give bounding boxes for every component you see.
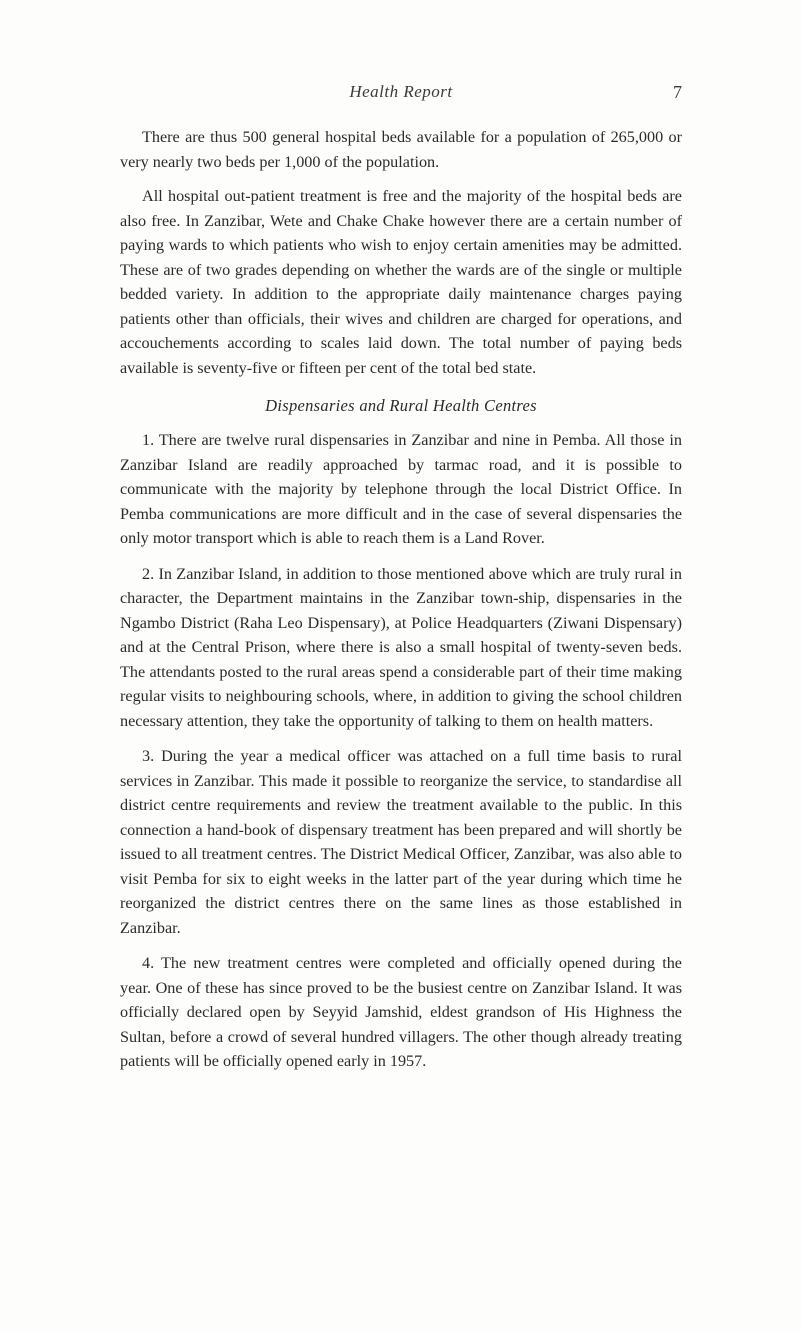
section-heading: Dispensaries and Rural Health Centres [265,396,537,415]
body-text [120,125,682,1074]
paragraph-bed-availability: There are thus 500 general hospital beds available for a population of 265,000 or very nearly two beds per 1,000 of the population. [120,128,682,171]
paragraph-paying-wards: All hospital out-patient treatment is free and the majority of the hospital beds are also free. In Zanzibar, Wete and Chake Chake however there are a certain number of paying wards to which patients who wish to enjoy certain amenities may be admitted. These are of two grades depending on whether the wards are of the single or multiple bedded variety. In addition to the appropriate daily maintenance charges paying patients other than officials, their wives and children are charged for operations, and accouchements according to scales laid down. The total number of paying beds available is seventy-five or fifteen per cent of the total bed state. [120,187,682,377]
paragraph-rural-dispensaries: 1. There are twelve rural dispensaries in Zanzibar and nine in Pemba. All those in Zanzibar Island are readily approached by tarmac road, and it is possible to communicate with the majority by telephone through the local District Office. In Pemba communications are more difficult and in the case of several dispensaries the only motor transport which is able to reach them is a Land Rover. [120,431,682,547]
running-title: Health Report [349,82,453,101]
paragraph-new-treatment-centres: 4. The new treatment centres were completed and officially opened during the year. One of these has since proved to be the busiest centre on Zanzibar Island. It was officially declared open by Seyyid Jamshid, eldest grandson of His Highness the Sultan, before a crowd of several hundred villagers. The other though already treating patients will be officially opened early in 1957. [120,954,682,1070]
page-number: 7 [673,82,682,102]
paragraph-township-dispensaries: 2. In Zanzibar Island, in addition to those mentioned above which are truly rural in character, the Department maintains in the Zanzibar town-ship, dispensaries in the Ngambo District (Raha Leo Dispensary), at Police Headquarters (Ziwani Dispensary) and at the Central Prison, where there is also a small hospital of twenty-seven beds. The attendants posted to the rural areas spend a considerable part of their time making regular visits to neighbouring schools, where, in addition to giving the school children necessary attention, they take the opportunity of talking to them on health matters. [120,564,682,730]
paragraph-rural-services-reorganization: 3. During the year a medical officer was attached on a full time basis to rural services in Zanzibar. This made it possible to reorganize the service, to standardise all district centre requirements and review the treatment available to the public. In this connection a hand-book of dispensary treatment has been prepared and will shortly be issued to all treatment centres. The District Medical Officer, Zanzibar, was also able to visit Pemba for six to eight weeks in the latter part of the year during which time he reorganized the district centres there on the same lines as those established in Zanzibar. [120,747,682,937]
running-head [120,82,682,108]
